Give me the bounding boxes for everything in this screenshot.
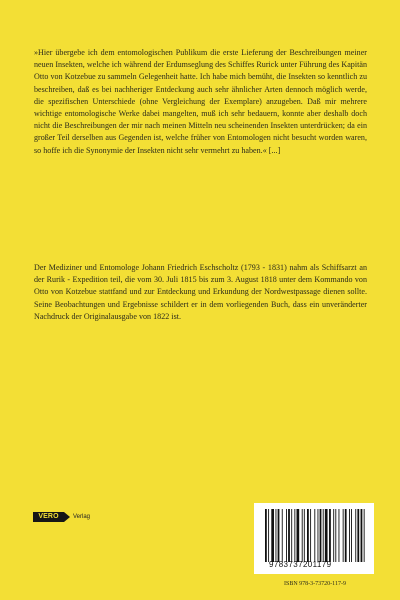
barcode-bar: [357, 509, 359, 562]
barcode-bar: [310, 509, 311, 562]
barcode-bar: [349, 509, 350, 562]
barcode-bar: [302, 509, 303, 562]
barcode-bar: [323, 509, 324, 562]
isbn-label: ISBN 978-3-73720-117-9: [284, 581, 346, 587]
barcode-bar: [318, 509, 319, 562]
barcode-bar: [355, 509, 356, 562]
barcode-bar: [268, 509, 269, 562]
barcode-image: [264, 509, 366, 562]
publisher-logo: [33, 512, 90, 522]
barcode-bar: [307, 509, 309, 562]
publisher-name: Verlag: [73, 514, 91, 520]
barcode-bar: [364, 509, 365, 562]
barcode-number: 9783737201179: [269, 560, 332, 569]
barcode-bar: [339, 509, 340, 562]
barcode-bar: [343, 509, 344, 562]
barcode-bar: [333, 509, 334, 562]
quote-paragraph: »Hier übergebe ich dem entomologischen Publikum die erste Lieferung der Beschreibungen meiner neuen Insekten, welche ich während der Erdumseglung des Schiffes Rurick unter Führung des Kapitän Otto von Kotzebue zu sammeln Gelegenheit hatte. Ich habe mich bemüht, die Insekten so kenntlich zu beschreiben, daß es bei nachheriger Entdeckung auch sehr ähnlicher Arten dennoch möglich werde, die spezifischen Unterschiede (ohne Vergleichung der Exemplare) anzugeben. Daß mir mehrere wichtige entomologische Werke dabei mangelten, muß ich sehr bedauern, konnte aber deshalb doch nicht die Beschreibungen der mir nach meinen Mitteln neu scheinenden Insekten unterdrücken; da ein großer Teil derselben aus Gegenden ist, welche früher von Entomologen nicht besucht worden waren, so hoffe ich die Synonymie der Insekten nicht sehr vermehrt zu haben.« [...]: [34, 48, 367, 155]
publisher-logo-mark: [33, 512, 70, 522]
barcode-bar: [345, 509, 347, 562]
barcode-bar: [265, 509, 267, 562]
barcode-bar: [294, 509, 295, 562]
author-bio-paragraph: Der Mediziner und Entomologe Johann Friedrich Eschscholtz (1793 - 1831) nahm als Schiffsarzt an der Rurik - Expedition teil, die vom 30. Juli 1815 bis zum 3. August 1818 unter dem Kommando von Otto von Kotzebue stattfand und zur Entdeckung und Erkundung der Nordwestpassage dienen sollte. Seine Beobachtungen und Ergebnisse schildert er in dem vorliegenden Buch, dass ein unveränderter Nachdruck der Originalausgabe von 1822 ist.: [34, 263, 367, 321]
barcode-bar: [314, 509, 315, 562]
barcode-bar: [335, 509, 336, 562]
barcode-bar: [304, 509, 305, 562]
barcode-bar: [286, 509, 287, 562]
barcode-bar: [320, 509, 322, 562]
barcode-bar: [361, 509, 363, 562]
barcode-bar: [278, 509, 280, 562]
barcode-bar: [271, 509, 274, 562]
barcode-bar: [291, 509, 292, 562]
barcode-bar: [351, 509, 352, 562]
barcode-bar: [325, 509, 328, 562]
publisher-logo-arrow: [64, 512, 70, 522]
barcode-bar: [329, 509, 331, 562]
barcode-bar: [282, 509, 283, 562]
barcode-bar: [276, 509, 277, 562]
barcode-bar: [288, 509, 290, 562]
barcode-bar: [297, 509, 300, 562]
publisher-logo-text: VERO: [33, 512, 64, 522]
barcode-panel: [254, 503, 374, 574]
